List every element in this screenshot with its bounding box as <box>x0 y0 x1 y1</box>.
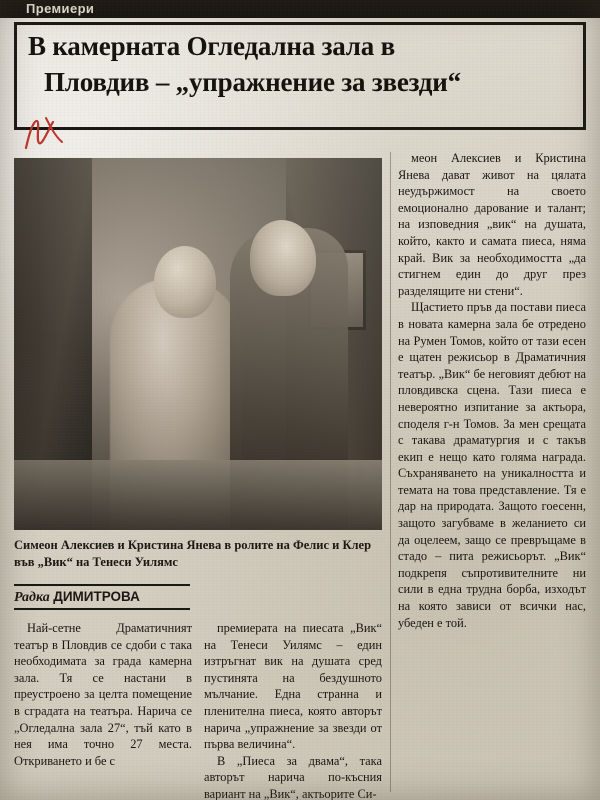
section-banner-label: Премиери <box>26 1 95 16</box>
paragraph: меон Алексиев и Кристина Янева дават живот на цялата неудържимост на своето емоционално дарование и талант; на изповедния „вик“ на душата, който, както и самата пиеса, няма край. Вик за необходимостта „да стигнем един до друг през разделящите ни стени“. <box>398 151 586 298</box>
photo-tone-overlay <box>14 158 382 530</box>
article-column-1 <box>14 620 192 769</box>
byline <box>14 588 194 607</box>
byline-last-name: ДИМИТРОВА <box>53 589 140 604</box>
article-column-2 <box>204 620 382 800</box>
byline-rule-bottom <box>14 608 190 610</box>
paragraph: Щастието пръв да постави пиеса в новата камерна зала бе отредено на Румен Томов, който от тази есен е щатен режисьор в Драматичния театър. „Вик“ бе неговият дебют на пловдивска сцена. Тази пиеса е невероятно изпитание за актьора, споделя г-н Томов. За мен срещата с такава драматургия и с такъв екип е нещо като голяма награда. Съхраняването на уникалността и темата на това представление. Тя е дар на природата. Защото гоесенн, защото загубваме в желанието си да оцелеем, защо се превръщаме в стадо – пита режисьорът. „Вик“ подкрепя съпротивителните ни сили в една трудна борба, изходът на която зависи от всички нас, убеден е той. <box>398 300 586 630</box>
paragraph: Най-сетне Драматичният театър в Пловдив се сдоби с така необходимата за града камерна зала. Тя се настани в преустроено за целта помещение в сградата на театъра. Нарича се „Огледална зала 27“, тъй като в нея има точно 27 места. Откриването и бе с <box>14 621 192 768</box>
paragraph: В „Пиеса за двама“, така авторът нарича по-късния вариант на „Вик“, актьорите Си- <box>204 753 382 800</box>
byline-rule-top <box>14 584 190 586</box>
column-divider <box>390 152 391 792</box>
article-photo <box>14 158 382 530</box>
section-banner <box>0 0 600 18</box>
page-title <box>28 28 576 100</box>
article-column-3 <box>398 150 586 631</box>
byline-first-name: Радка <box>14 590 50 605</box>
photo-caption: Симеон Алексиев и Кристина Янева в ролите на Фелис и Клер във „Вик“ на Тенеси Уилямс <box>14 538 372 569</box>
paragraph: премиерата на пиесата „Вик“ на Тенеси Уилямс – един изтръгнат вик на душата сред пустинята на бездушното мълчание. Една странна и пленителна пиеса, която авторът нарича „упражнение за звезди от първа величина“. <box>204 621 382 752</box>
headline-line-1: В камерната Огледална зала в <box>28 31 395 61</box>
headline-line-2: Пловдив – „упражнение за звезди“ <box>44 67 461 97</box>
